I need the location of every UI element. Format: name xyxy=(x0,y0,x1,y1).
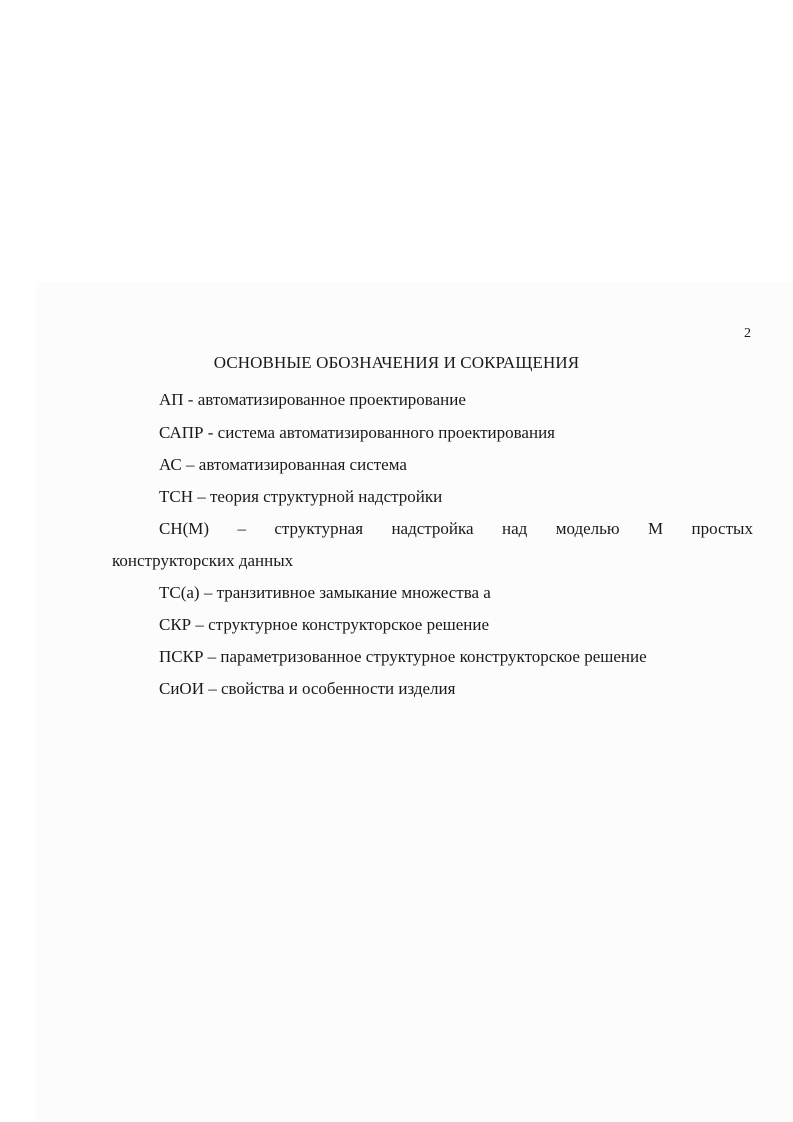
justified-word: структурная xyxy=(274,519,364,538)
justified-word: М xyxy=(648,519,664,538)
justified-word: моделью xyxy=(555,519,620,538)
page-number: 2 xyxy=(744,326,751,341)
abbreviation-entry-justified-line xyxy=(159,518,753,540)
abbreviation-entry: ТСН – теория структурной надстройки xyxy=(159,487,443,506)
page-title: ОСНОВНЫЕ ОБОЗНАЧЕНИЯ И СОКРАЩЕНИЯ xyxy=(213,353,580,372)
justified-word: надстройка xyxy=(391,519,474,538)
abbreviation-entry: СКР – структурное конструкторское решение xyxy=(159,615,489,634)
justified-word: СН(М) xyxy=(159,519,210,538)
justified-word: – xyxy=(237,519,246,538)
abbreviation-entry: САПР - система автоматизированного проектирования xyxy=(159,423,555,442)
abbreviation-entry: ТС(а) – транзитивное замыкание множества а xyxy=(159,583,491,602)
justified-word: простых xyxy=(691,519,753,538)
abbreviation-entry: АП - автоматизированное проектирование xyxy=(159,390,466,409)
justified-word: над xyxy=(501,519,528,538)
abbreviation-entry: СиОИ – свойства и особенности изделия xyxy=(159,679,456,698)
abbreviation-entry: АС – автоматизированная система xyxy=(159,455,407,474)
abbreviation-entry-continuation: конструкторских данных xyxy=(112,551,294,570)
abbreviation-entry: ПСКР – параметризованное структурное конструкторское решение xyxy=(159,647,647,666)
